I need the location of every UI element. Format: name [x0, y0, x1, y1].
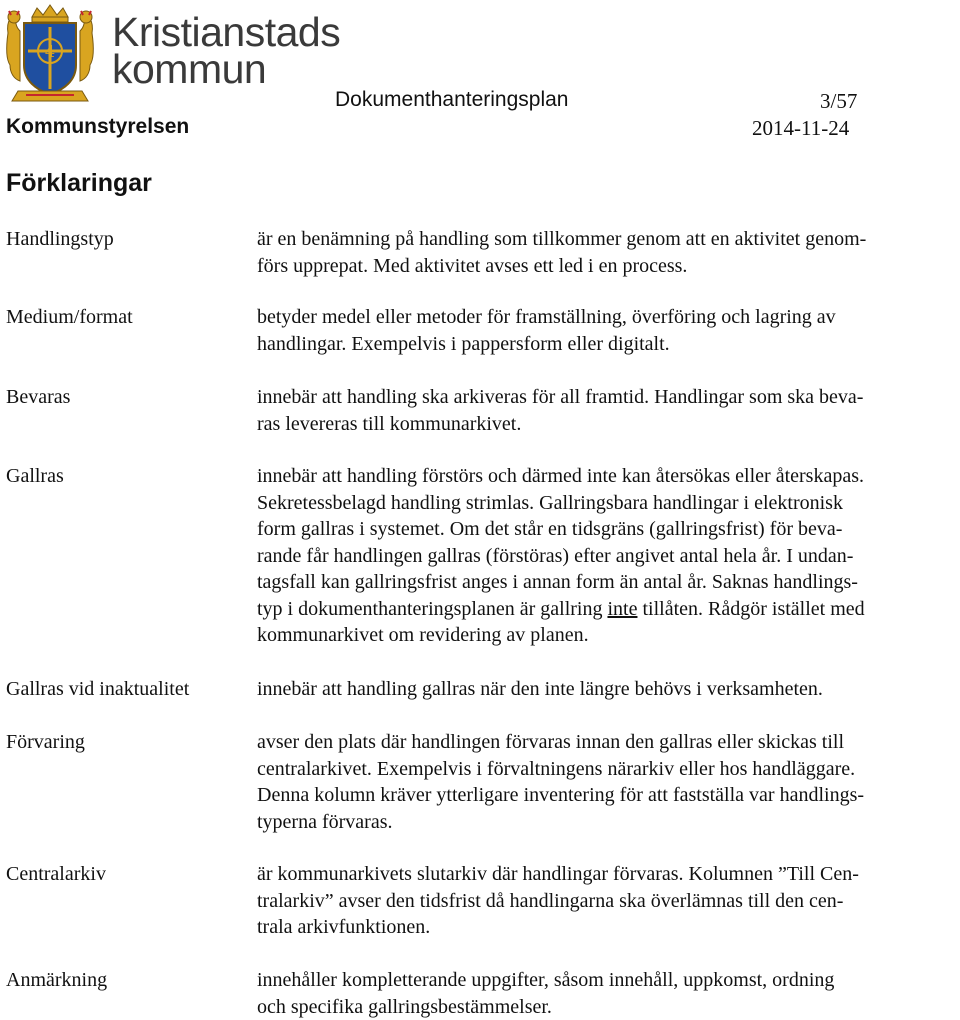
definition-line: kommunarkivet om revidering av planen.: [257, 622, 957, 649]
definition-line: handlingar. Exempelvis i pappersform eller digitalt.: [257, 331, 957, 358]
definition-line: form gallras i systemet. Om det står en tidsgräns (gallringsfrist) för beva-: [257, 516, 957, 543]
term-centralarkiv: Centralarkiv: [6, 861, 106, 887]
underlined-word: inte: [607, 598, 637, 620]
definition-text: tillåten. Rådgör istället med: [642, 598, 864, 620]
term-medium-format: Medium/format: [6, 304, 133, 330]
definition-line: är kommunarkivets slutarkiv där handlingar förvaras. Kolumnen ”Till Cen-: [257, 861, 957, 888]
definition-line: är en benämning på handling som tillkommer genom att en aktivitet genom-: [257, 226, 957, 253]
definition-line: innebär att handling förstörs och därmed inte kan återsökas eller återskapas.: [257, 463, 957, 490]
definition-line: innehåller kompletterande uppgifter, såsom innehåll, uppkomst, ordning: [257, 967, 957, 994]
definition-bevaras: [257, 384, 957, 437]
definition-forvaring: [257, 729, 957, 835]
definition-gallras-vid-inaktualitet: [257, 676, 957, 703]
definition-line: förs upprepat. Med aktivitet avses ett led i en process.: [257, 253, 957, 280]
definition-line: ras levereras till kommunarkivet.: [257, 411, 957, 438]
term-anmarkning: Anmärkning: [6, 967, 107, 993]
term-gallras: Gallras: [6, 463, 64, 489]
definition-line: rande får handlingen gallras (förstöras) efter angivet antal hela år. I undan-: [257, 543, 957, 570]
definition-anmarkning: [257, 967, 957, 1020]
definition-line: typerna förvaras.: [257, 809, 957, 836]
definition-text: typ i dokumenthanteringsplanen är gallring: [257, 598, 607, 620]
definition-line: centralarkivet. Exempelvis i förvaltningens närarkiv eller hos handläggare.: [257, 756, 957, 783]
definition-handlingstyp: [257, 226, 957, 279]
definition-line: och specifika gallringsbestämmelser.: [257, 994, 957, 1020]
term-handlingstyp: Handlingstyp: [6, 226, 114, 252]
definition-line: innebär att handling ska arkiveras för all framtid. Handlingar som ska beva-: [257, 384, 957, 411]
definition-line: Sekretessbelagd handling strimlas. Gallringsbara handlingar i elektronisk: [257, 490, 957, 517]
coat-of-arms-icon: [4, 3, 96, 109]
term-bevaras: Bevaras: [6, 384, 70, 410]
definition-line: tagsfall kan gallringsfrist anges i annan form än antal år. Saknas handlings-: [257, 569, 957, 596]
definition-line: avser den plats där handlingen förvaras innan den gallras eller skickas till: [257, 729, 957, 756]
document-title: Dokumenthanteringsplan: [335, 87, 568, 113]
department-name: Kommunstyrelsen: [6, 114, 189, 140]
definition-line: trala arkivfunktionen.: [257, 914, 957, 941]
definition-gallras: [257, 463, 957, 649]
definition-line: Denna kolumn kräver ytterligare inventering för att fastställa var handlings-: [257, 782, 957, 809]
svg-text:4: 4: [45, 42, 55, 61]
term-forvaring: Förvaring: [6, 729, 85, 755]
definition-line-with-emphasis: [257, 596, 957, 623]
page-number: 3/57: [820, 88, 857, 114]
definition-line: tralarkiv” avser den tidsfrist då handlingarna ska överlämnas till den cen-: [257, 888, 957, 915]
org-name-line2: kommun: [112, 47, 266, 91]
term-gallras-vid-inaktualitet: Gallras vid inaktualitet: [6, 676, 189, 702]
definition-line: innebär att handling gallras när den inte längre behövs i verksamheten.: [257, 676, 957, 703]
definition-line: betyder medel eller metoder för framställning, överföring och lagring av: [257, 304, 957, 331]
definition-centralarkiv: [257, 861, 957, 941]
definition-medium-format: [257, 304, 957, 357]
document-date: 2014-11-24: [752, 115, 849, 141]
section-title: Förklaringar: [6, 168, 152, 198]
org-name-line1: Kristianstads: [112, 10, 340, 54]
